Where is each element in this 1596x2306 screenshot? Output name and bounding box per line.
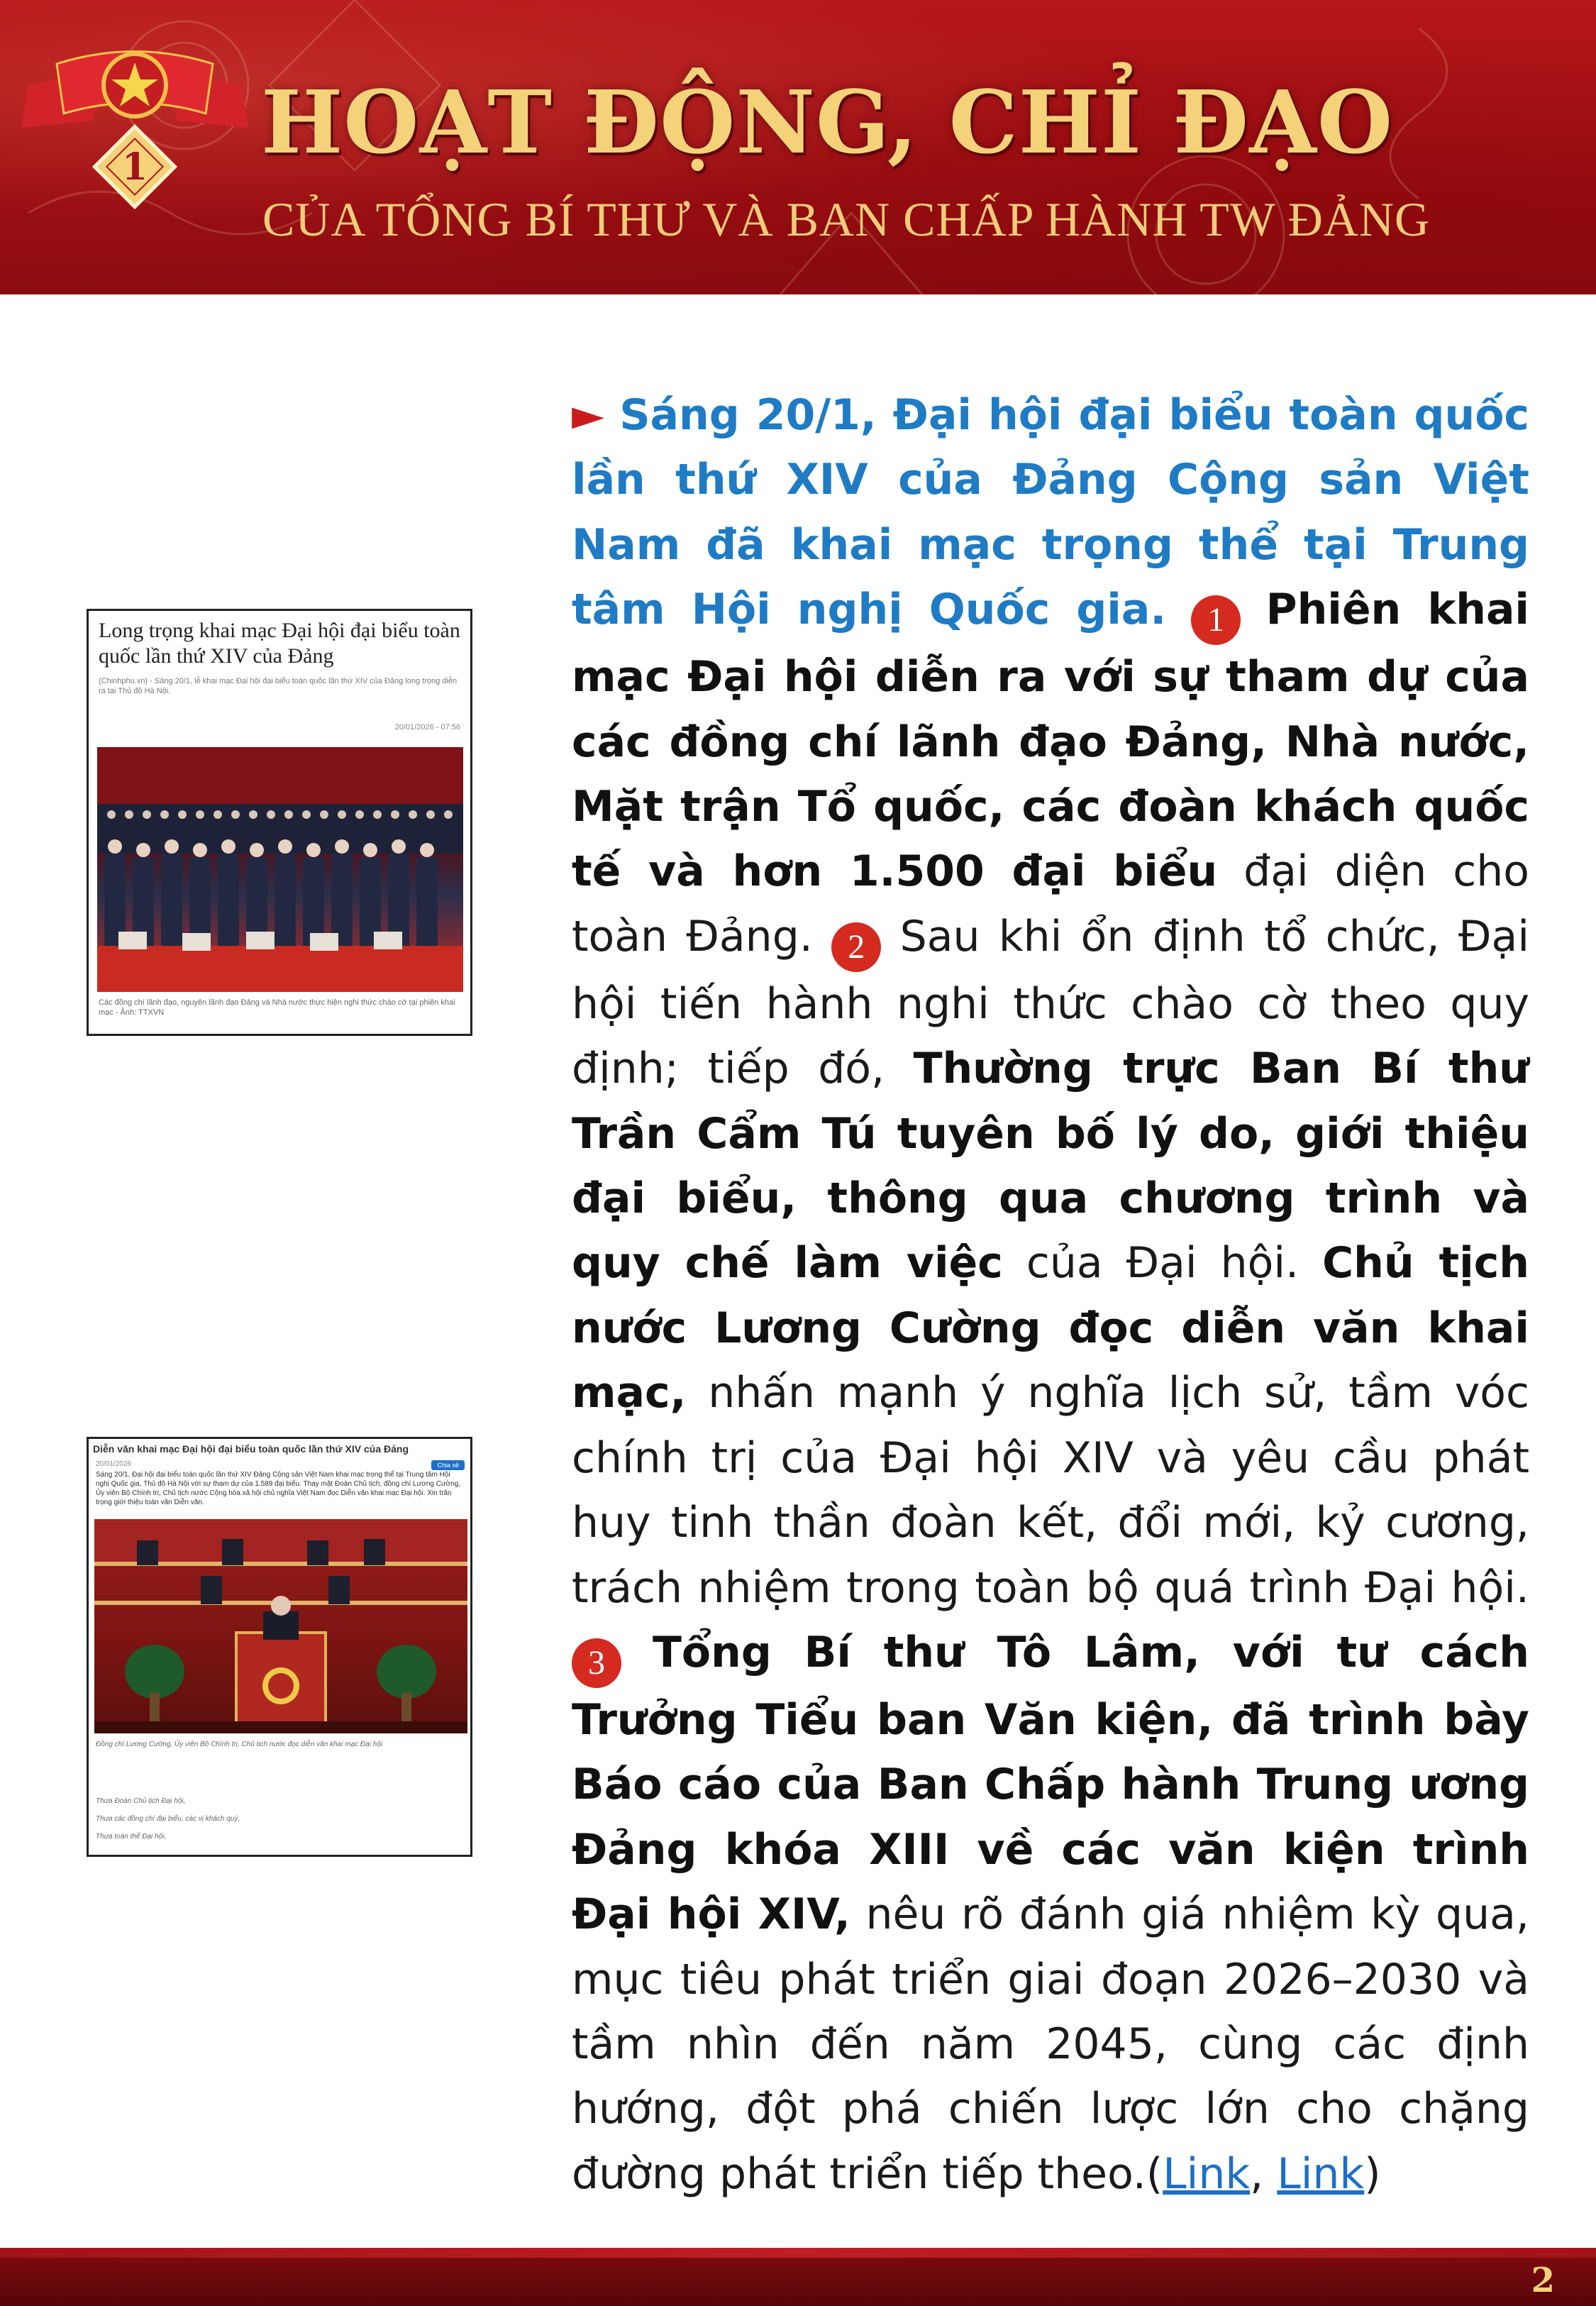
- point-2-text-b: của Đại hội.: [1026, 1238, 1299, 1289]
- card2-caption: Đồng chí Lương Cường, Ủy viên Bộ Chính trị, Chủ tịch nước đọc diễn văn khai mạc Đại hội: [96, 1740, 383, 1748]
- card1-snippet: (Chinhphu.vn) - Sáng 20/1, lễ khai mạc Đại hội đại biểu toàn quốc lần thứ XIV của Đảng long trọng diễn ra tại Thủ đô Hà Nội.: [99, 677, 458, 695]
- card1-date: 20/01/2026 - 07:56: [394, 723, 460, 732]
- card2-snippet: Sáng 20/1, Đại hội đại biểu toàn quốc lần thứ XIV Đảng Cộng sản Việt Nam khai mạc trọng thể tại Trung tâm Hội nghị Quốc gia, Thủ đô Hà Nội với sự tham dự của 1.589 đại biểu. Thay mặt Đoàn Chủ tịch, đồng chí Lương Cường, Ủy viên Bộ Chính trị, Chủ tịch nước Cộng hòa xã hội chủ nghĩa Việt Nam đọc Diễn văn khai mạc Đại hội. Xin trân trọng giới thiệu toàn văn Diễn văn.: [96, 1471, 461, 1506]
- card2-title: Diễn văn khai mạc Đại hội đại biểu toàn quốc lần thứ XIV của Đảng: [93, 1443, 409, 1455]
- marker-1-icon: 1: [1191, 595, 1241, 645]
- point-2-bold: Thường trực Ban Bí thư Trần Cẩm Tú tuyên bố lý do, giới thiệu đại biểu, thông qua chương trình và quy chế làm việc: [572, 1044, 1529, 1289]
- close-paren: ): [1364, 2148, 1381, 2199]
- open-paren: (: [1146, 2148, 1163, 2199]
- news-card-1[interactable]: [87, 609, 472, 1036]
- source-link-1[interactable]: Link: [1163, 2148, 1251, 2199]
- page-title: HOẠT ĐỘNG, CHỈ ĐẠO: [261, 71, 1394, 173]
- card2-date: 20/01/2026: [96, 1460, 132, 1468]
- emblem-badge: [21, 43, 248, 227]
- footer-bar: [0, 2258, 1596, 2306]
- point-2-bold-b: Chủ tịch nước Lương Cường đọc diễn văn khai mạc,: [572, 1238, 1529, 1418]
- point-1-text: đại diện cho toàn Đảng.: [572, 846, 1529, 961]
- card2-line: Thưa toàn thể Đại hội,: [96, 1833, 167, 1841]
- point-3-bold: Tổng Bí thư Tô Lâm, với tư cách Trưởng Tiểu ban Văn kiện, đã trình bày Báo cáo của Ban Chấp hành Trung ương Đảng khóa XIII về các văn kiện trình Đại hội XIV,: [572, 1627, 1529, 1940]
- marker-2-icon: 2: [831, 922, 881, 972]
- card1-caption: Các đồng chí lãnh đạo, nguyên lãnh đạo Đảng và Nhà nước thực hiện nghi thức chào cờ tại phiên khai mạc - Ảnh: TTXVN: [99, 998, 455, 1017]
- lead-sentence: Sáng 20/1, Đại hội đại biểu toàn quốc lần thứ XIV của Đảng Cộng sản Việt Nam đã khai mạc trọng thể tại Trung tâm Hội nghị Quốc gia.: [572, 390, 1529, 635]
- point-1-bold: Phiên khai mạc Đại hội diễn ra với sự tham dự của các đồng chí lãnh đạo Đảng, Nhà nước, Mặt trận Tổ quốc, các đoàn khách quốc tế và hơn 1.500 đại biểu: [572, 585, 1529, 897]
- point-3-text: nêu rõ đánh giá nhiệm kỳ qua, mục tiêu phát triển giai đoạn 2026–2030 và tầm nhìn đến năm 2045, cùng các định hướng, đột phá chiến lược lớn cho chặng đường phát triển tiếp theo.: [572, 1890, 1530, 2199]
- card1-photo: [97, 747, 463, 992]
- source-link-2[interactable]: Link: [1277, 2148, 1365, 2199]
- page-subtitle: CỦA TỔNG BÍ THƯ VÀ BAN CHẤP HÀNH TW ĐẢNG: [262, 192, 1431, 246]
- card1-title: Long trọng khai mạc Đại hội đại biểu toàn quốc lần thứ XIV của Đảng: [99, 619, 460, 668]
- card2-photo: [94, 1519, 467, 1733]
- news-card-2[interactable]: [87, 1437, 472, 1857]
- page-number: 2: [1531, 2261, 1555, 2300]
- section-number: 1: [121, 145, 148, 189]
- point-2-text-c: nhấn mạnh ý nghĩa lịch sử, tầm vóc chính trị của Đại hội XIV và yêu cầu phát huy tinh thần đoàn kết, đổi mới, kỷ cương, trách nhiệm trong toàn bộ quá trình Đại hội.: [572, 1368, 1529, 1613]
- share-button[interactable]: Chia sẻ: [431, 1460, 465, 1470]
- article-body: [572, 383, 1529, 2207]
- point-2-text: Sau khi ổn định tổ chức, Đại hội tiến hành nghi thức chào cờ theo quy định; tiếp đó,: [572, 911, 1529, 1094]
- footer-divider: [0, 2248, 1596, 2258]
- marker-3-icon: 3: [572, 1638, 621, 1688]
- arrow-icon: ►: [572, 390, 605, 440]
- card2-line: Thưa Đoàn Chủ tịch Đại hội,: [96, 1797, 186, 1805]
- header-banner: [0, 0, 1596, 294]
- card2-line: Thưa các đồng chí đại biểu, các vị khách quý,: [96, 1815, 240, 1823]
- link-separator: ,: [1250, 2148, 1264, 2199]
